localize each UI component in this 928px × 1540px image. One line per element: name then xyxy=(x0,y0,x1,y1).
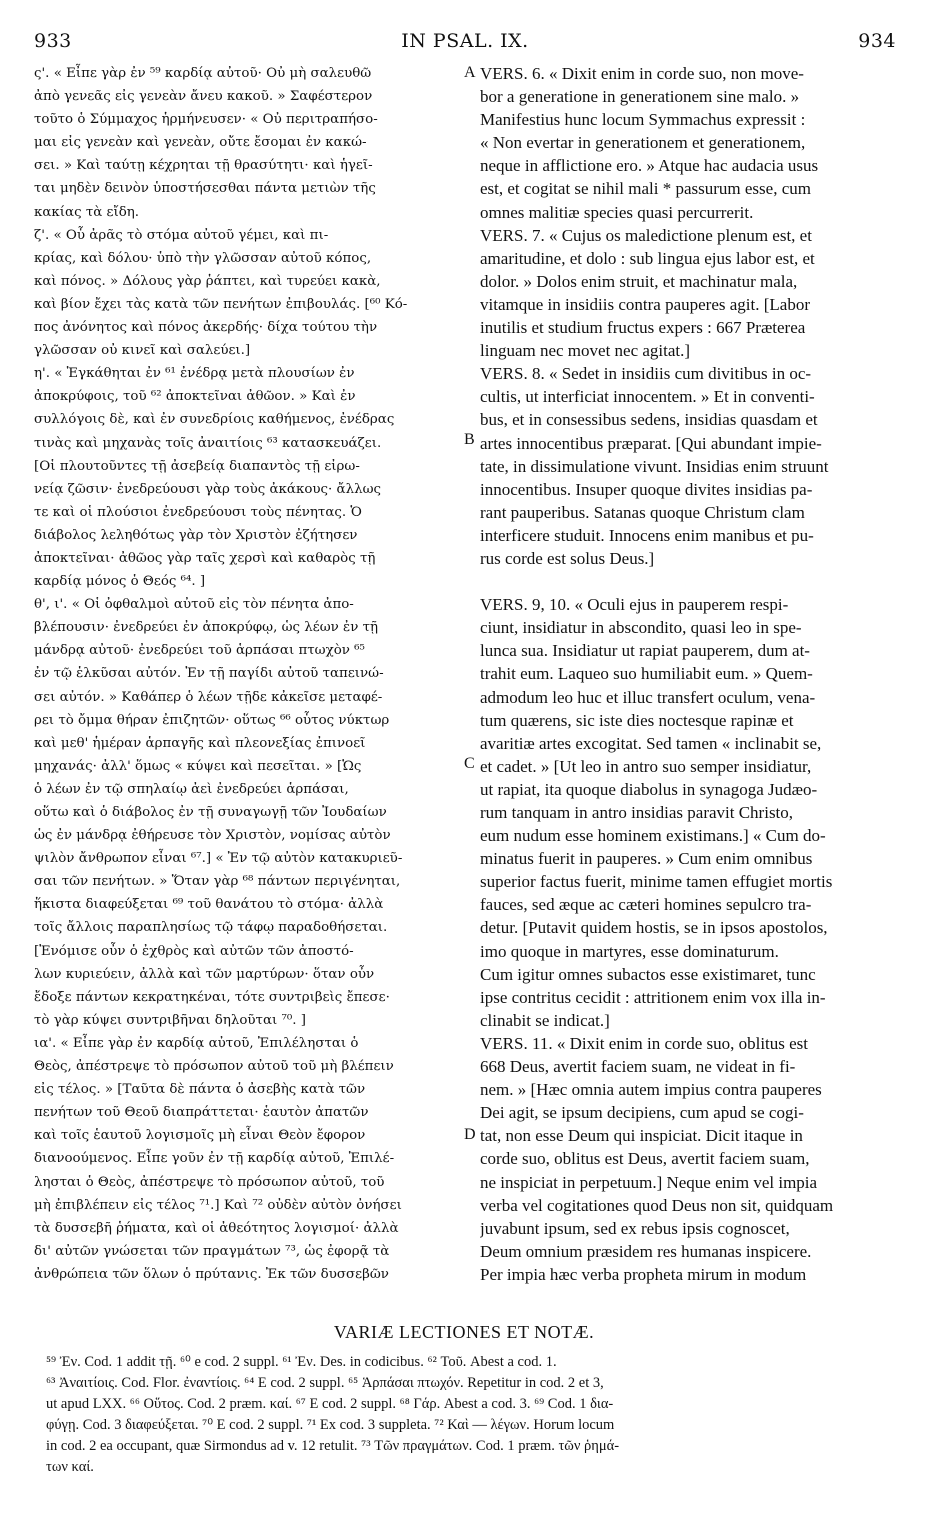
latin-text-line: ut rapiat, ita quoque diabolus in synagoga Judæo- xyxy=(480,779,818,799)
greek-text-line: ἥκιστα διαφεύξεται ⁶⁹ τοῦ θανάτου τὸ στόμα· ἀλλὰ xyxy=(34,897,384,913)
greek-text-line: ψιλὸν ἄνθρωπον εἶναι ⁶⁷.] « Ἐν τῷ αὐτὸν κατακυριεῦ- xyxy=(34,851,403,867)
latin-text-line: detur. [Putavit quidem hostis, se in ipsos apostolos, xyxy=(480,918,828,938)
greek-text-line: ἀνθρώπεια τῶν ὅλων ὁ πρύτανις. Ἐκ τῶν δυσσεβῶν xyxy=(34,1266,389,1282)
greek-text-line: [Οἱ πλουτοῦντες τῇ ἀσεβείᾳ διαπαντὸς τῇ εἰρω- xyxy=(34,458,360,474)
greek-text-line: μαι εἰς γενεὰν καὶ γενεὰν, οὔτε ἔσομαι ἐν κακώ- xyxy=(34,135,367,151)
greek-text-line: νείᾳ ζῶσιν· ἐνεδρεύουσι γὰρ τοὺς ἀκάκους· ἄλλως xyxy=(34,481,381,497)
latin-text-line xyxy=(480,570,894,593)
greek-text-line: τοῖς ἄλλοις παραπλησίως τῷ τάφῳ παραδοθήσεται. xyxy=(34,920,388,936)
greek-text-line: πενήτων τοῦ Θεοῦ διαπράττεται· ἑαυτὸν ἀπατῶν xyxy=(34,1105,369,1121)
latin-column xyxy=(480,62,894,1286)
latin-text-line: est, et cogitat se nihil mali * passurum esse, cum xyxy=(480,179,811,199)
latin-text-line: eum nudum esse hominem existimans.] « Cum do- xyxy=(480,826,826,846)
greek-text-line: ἔδοξε πάντων κεκρατηκέναι, τότε συντριβεὶς ἔπεσε· xyxy=(34,989,390,1005)
latin-text-line: bus, et in consessibus sedens, insidias quasdam et xyxy=(480,410,818,430)
footnote-line: ⁶³ Ἀναιτίοις. Cod. Flor. ἐναντίοις. ⁶⁴ E cod. 2 suppl. ⁶⁵ Ἁρπάσαι πτωχόν. Repetitur in cod. 2 et 3, xyxy=(46,1375,604,1391)
left-page-number: 933 xyxy=(34,30,72,52)
greek-text-line: ἀποκρύφοις, τοῦ ⁶² ἀποκτεῖναι ἀθῶον. » Καὶ ἐν xyxy=(34,389,356,405)
latin-text-line: rus corde est solus Deus.] xyxy=(480,548,655,568)
greek-text-line: σει. » Καὶ ταύτῃ κέχρηται τῇ θρασύτητι· καὶ ἡγεῖ- xyxy=(34,158,373,174)
greek-text-line: σαι τῶν πενήτων. » Ὅταν γὰρ ⁶⁸ πάντων περιγένηται, xyxy=(34,874,401,890)
latin-text-line: trahit eum. Laqueo suo humiliabit eum. » Quem- xyxy=(480,664,813,684)
greek-text-line: μάνδρᾳ αὐτοῦ· ἐνεδρεύει τοῦ ἁρπάσαι πτωχὸν ⁶⁵ xyxy=(34,643,365,659)
greek-text-line: ζ'. « Οὗ ἀρᾶς τὸ στόμα αὐτοῦ γέμει, καὶ πι- xyxy=(34,227,329,243)
latin-text-line: neque in afflictione ero. » Atque hac audacia usus xyxy=(480,156,819,176)
right-page-number: 934 xyxy=(858,30,896,52)
greek-text-line: βλέπουσιν· ἐνεδρεύει ἐν ἀποκρύφῳ, ὡς λέων ἐν τῇ xyxy=(34,620,379,636)
latin-text-line: inutilis et studium fructus expers : 667 Præterea xyxy=(480,318,806,338)
latin-text-line: amaritudine, et dolo : sub lingua ejus labor est, et xyxy=(480,248,815,268)
greek-text-line: ὡς ἐν μάνδρᾳ ἐθήρευσε τὸν Χριστὸν, νομίσας αὐτὸν xyxy=(34,828,391,844)
latin-text-line: tate, in dissimulatione vivunt. Insidias enim struunt xyxy=(480,456,829,476)
greek-text-line: ρει τὸ ὄμμα θήραν ἐπιζητῶν· οὕτως ⁶⁶ οὗτος νύκτωρ xyxy=(34,712,390,728)
latin-text-line: ciunt, insidiatur in abscondito, quasi leo in spe- xyxy=(480,618,802,638)
footnote-line: των καί. xyxy=(46,1459,94,1475)
page-header xyxy=(34,30,896,56)
latin-text-line: Per impia hæc verba propheta mirum in modum xyxy=(480,1264,807,1284)
greek-text-line: μηχανάς· ἀλλ' ὅμως « κύψει καὶ πεσεῖται. » [Ὡς xyxy=(34,758,362,774)
greek-text-line: σει αὐτόν. » Καθάπερ ὁ λέων τῇδε κἀκεῖσε μεταφέ- xyxy=(34,689,383,705)
greek-text-line: καὶ τοῖς ἑαυτοῦ λογισμοῖς μὴ εἶναι Θεὸν ἔφορον xyxy=(34,1128,366,1144)
latin-text-line: linguam nec movet nec agitat.] xyxy=(480,341,691,361)
greek-text-line: τοῦτο ὁ Σύμμαχος ἡρμήνευσεν· « Οὐ περιτραπήσο- xyxy=(34,112,378,128)
greek-text-line: καρδίᾳ μόνος ὁ Θεός ⁶⁴. ] xyxy=(34,574,206,590)
running-title: IN PSAL. IX. xyxy=(401,30,529,52)
greek-text-line: ὁ λέων ἐν τῷ σπηλαίῳ ἀεὶ ἐνεδρεύει ἁρπάσαι, xyxy=(34,781,349,797)
latin-text-line: innocentibus. Insuper quoque divites insidias pa- xyxy=(480,479,813,499)
latin-text-line: cultis, ut interficiat innocentem. » Et in conventi- xyxy=(480,387,815,407)
latin-text-line: Cum igitur omnes subactos esse existimaret, tunc xyxy=(480,964,816,984)
greek-column xyxy=(34,62,462,1286)
greek-text-line: Θεὸς, ἀπέστρεψε τὸ πρόσωπον αὐτοῦ τοῦ μὴ βλέπειν xyxy=(34,1059,394,1075)
greek-text-line: λων κυριεύειν, ἀλλὰ καὶ τῶν μαρτύρων· ὅταν οὖν xyxy=(34,966,375,982)
greek-text-line: μὴ ἐπιβλέπειν εἰς τέλος ⁷¹.] Καὶ ⁷² οὐδὲν αὐτὸν ὀνήσει xyxy=(34,1197,402,1213)
greek-text-line: θ', ι'. « Οἱ ὀφθαλμοὶ αὐτοῦ εἰς τὸν πένητα ἀπο- xyxy=(34,597,354,613)
footnote-line: φύγῃ. Cod. 3 διαφεύξεται. ⁷⁰ E cod. 2 suppl. ⁷¹ Ex cod. 3 suppleta. ⁷² Καὶ — λέγων. Horum locum xyxy=(46,1417,615,1433)
greek-text-line: πος ἀνόνητος καὶ πόνος ἀκερδής· δίχα τούτου τὴν xyxy=(34,320,378,336)
greek-text-line: γλῶσσαν οὐ κινεῖ καὶ σαλεύει.] xyxy=(34,343,251,359)
greek-text-line: ἀπὸ γενεᾶς εἰς γενεὰν ἄνευ κακοῦ. » Σαφέστερον xyxy=(34,89,373,105)
latin-text-line: nem. » [Hæc omnia autem impius contra pauperes xyxy=(480,1080,822,1100)
latin-text-line: ne inspiciat in perpetuum.] Neque enim vel impia xyxy=(480,1172,818,1192)
latin-text-line: superior factus fuerit, minime tamen effugiet mortis xyxy=(480,872,833,892)
latin-text-line: interficere studuit. Innocens enim manibus et pu- xyxy=(480,525,814,545)
greek-text-line: ια'. « Εἶπε γὰρ ἐν καρδίᾳ αὐτοῦ, Ἐπιλέλησται ὁ xyxy=(34,1035,359,1051)
margin-marker-b: B xyxy=(464,431,475,448)
latin-text-line: admodum leo huc et illuc transfert oculum, vena- xyxy=(480,687,816,707)
latin-text-line: 668 Deus, avertit faciem suam, ne videat in fi- xyxy=(480,1057,796,1077)
greek-text-line: καὶ μεθ' ἡμέραν ἁρπαγῆς καὶ πλεονεξίας ἐπινοεῖ xyxy=(34,735,366,751)
latin-text-line: tum quærens, sic iste dies noctesque rapinæ et xyxy=(480,710,794,730)
latin-text-line: Dei agit, se ipsum decipiens, cum apud se cogi- xyxy=(480,1103,804,1123)
latin-text-line: juvabunt ipsum, sed ex rebus ipsis cognoscet, xyxy=(480,1218,790,1238)
margin-marker-c: C xyxy=(464,755,475,772)
latin-text-line: fauces, sed æque ac cæteri homines sepulcro tra- xyxy=(480,895,812,915)
latin-text-line: verba vel cogitationes quod Deus non sit, quidquam xyxy=(480,1195,834,1215)
greek-text-line: ς'. « Εἶπε γὰρ ἐν ⁵⁹ καρδίᾳ αὐτοῦ· Οὐ μὴ σαλευθῶ xyxy=(34,66,372,81)
greek-text-line: διάβολος λεληθότως γὰρ τὸν Χριστὸν ἐζήτησεν xyxy=(34,527,358,543)
latin-text-line: tat, non esse Deum qui inspiciat. Dicit itaque in xyxy=(480,1126,803,1146)
latin-text-line: bor a generatione in generationem sine malo. » xyxy=(480,87,800,107)
notes-title: VARIÆ LECTIONES ET NOTÆ. xyxy=(333,1322,595,1342)
greek-text-line: ἐν τῷ ἑλκῦσαι αὐτόν. Ἐν τῇ παγίδι αὐτοῦ ταπεινώ- xyxy=(34,666,384,682)
latin-text-line: VERS. 7. « Cujus os maledictione plenum est, et xyxy=(480,225,812,245)
latin-text-line: artes innocentibus præparat. [Qui abundant impie- xyxy=(480,433,822,453)
greek-text-line: εἰς τέλος. » [Ταῦτα δὲ πάντα ὁ ἀσεβὴς κατὰ τῶν xyxy=(34,1082,366,1098)
latin-text-line: minatus fuerit in pauperes. » Cum enim omnibus xyxy=(480,849,813,869)
latin-text-line: omnes malitiæ species quasi percurrerit. xyxy=(480,202,754,222)
greek-text-line: τὰ δυσσεβῆ ῥήματα, καὶ οἱ ἀθεότητος λογισμοί· ἀλλὰ xyxy=(34,1220,399,1236)
greek-text-line: δι' αὐτῶν γνώσεται τῶν πραγμάτων ⁷³, ὡς ἐφορᾷ τὰ xyxy=(34,1243,390,1259)
latin-text-line: VERS. 9, 10. « Oculi ejus in pauperem respi- xyxy=(480,595,789,615)
footnote-line: ut apud LXX. ⁶⁶ Οὕτος. Cod. 2 præm. καί. ⁶⁷ E cod. 2 suppl. ⁶⁸ Γάρ. Abest a cod. 3. ⁶⁹ Cod. 1 δια- xyxy=(46,1396,614,1412)
latin-text-line: VERS. 6. « Dixit enim in corde suo, non move- xyxy=(480,64,804,83)
footnotes xyxy=(46,1352,896,1478)
latin-text-line: vitamque in insidiis contra pauperes agit. [Labor xyxy=(480,294,810,314)
footnote-line: in cod. 2 ea occupant, quæ Sirmondus ad v. 12 retulit. ⁷³ Τῶν πραγμάτων. Cod. 1 præm. τῶν ῥημά- xyxy=(46,1438,620,1454)
greek-text-line: κακίας τὰ εἴδη. xyxy=(34,204,140,220)
latin-text-line: avaritiæ artes excogitat. Sed tamen « inclinabit se, xyxy=(480,733,822,753)
latin-text-line: VERS. 8. « Sedet in insidiis cum divitibus in oc- xyxy=(480,364,812,384)
latin-text-line: Deum omnium præsidem res humanas inspicere. xyxy=(480,1241,812,1261)
latin-text-line: dolor. » Dolos enim struit, et machinatur mala, xyxy=(480,271,798,291)
greek-text-line: τε καὶ οἱ πλούσιοι ἐνεδρεύουσι τοὺς πένητας. Ὁ xyxy=(34,504,362,520)
greek-text-line: οὕτω καὶ ὁ διάβολος ἐν τῇ συναγωγῇ τῶν Ἰουδαίων xyxy=(34,805,387,820)
latin-text-line: rum tanquam in antro insidias paravit Christo, xyxy=(480,803,794,822)
greek-text-line: κρίας, καὶ δόλου· ὑπὸ τὴν γλῶσσαν αὐτοῦ κόπος, xyxy=(34,250,372,266)
latin-text-line: ipse contritus cecidit : attritionem enim vox illa in- xyxy=(480,987,826,1007)
margin-marker-d: D xyxy=(464,1126,476,1143)
greek-text-line: [Ἐνόμισε οὖν ὁ ἐχθρὸς καὶ αὐτῶν τῶν ἀποστό- xyxy=(34,943,354,959)
greek-text-line: τὸ γὰρ κύψει συντριβῆναι δηλοῦται ⁷⁰. ] xyxy=(34,1012,306,1028)
greek-text-line: λησται ὁ Θεὸς, ἀπέστρεψε τὸ πρόσωπον αὐτοῦ, τοῦ xyxy=(34,1174,385,1190)
greek-text-line: τινὰς καὶ μηχανὰς τοῖς ἀναιτίοις ⁶³ κατασκευάζει. xyxy=(34,435,382,451)
footnote-line: ⁵⁹ Ἐν. Cod. 1 addit τῇ. ⁶⁰ e cod. 2 suppl. ⁶¹ Ἐν. Des. in codicibus. ⁶² Τοῦ. Abest a cod. 1. xyxy=(46,1354,557,1370)
greek-text-line: συλλόγοις δὲ, καὶ ἐν συνεδρίοις καθήμενος, ἐνέδρας xyxy=(34,412,395,428)
latin-text-line: « Non evertar in generationem et generationem, xyxy=(480,133,806,153)
latin-text-line: VERS. 11. « Dixit enim in corde suo, oblitus est xyxy=(480,1033,809,1053)
latin-text-line: corde suo, oblitus est Deus, avertit faciem suam, xyxy=(480,1149,810,1169)
latin-text-line: clinabit se indicat.] xyxy=(480,1010,610,1030)
greek-text-line: ἀποκτεῖναι· ἀθῶος γὰρ ταῖς χερσὶ καὶ καθαρὸς τῇ xyxy=(34,550,376,566)
latin-text-line: rant pauperibus. Satanas quoque Christum clam xyxy=(480,502,805,522)
latin-text-line: et cadet. » [Ut leo in antro suo semper insidiatur, xyxy=(480,756,812,776)
greek-text-line: καὶ βίον ἔχει τὰς κατὰ τῶν πενήτων ἐπιβουλάς. [⁶⁰ Κό- xyxy=(34,296,408,312)
greek-text-line: διανοούμενος. Εἶπε γοῦν ἐν τῇ καρδίᾳ αὐτοῦ, Ἐπιλέ- xyxy=(34,1151,395,1167)
greek-text-line: η'. « Ἐγκάθηται ἐν ⁶¹ ἐνέδρᾳ μετὰ πλουσίων ἐν xyxy=(34,366,355,382)
latin-text-line: lunca sua. Insidiatur ut rapiat pauperem, dum at- xyxy=(480,641,810,661)
margin-marker-a: A xyxy=(464,64,476,81)
greek-text-line: ται μηδὲν δεινὸν ὑποστήσεσθαι πάντα μετιὼν τῆς xyxy=(34,181,376,197)
latin-text-line: imo quoque in martyres, esse dominaturum. xyxy=(480,941,779,961)
greek-text-line: καὶ πόνος. » Δόλους γὰρ ῥάπτει, καὶ τυρεύει κακὰ, xyxy=(34,273,381,289)
latin-text-line: Manifestius hunc locum Symmachus expressit : xyxy=(480,110,806,130)
